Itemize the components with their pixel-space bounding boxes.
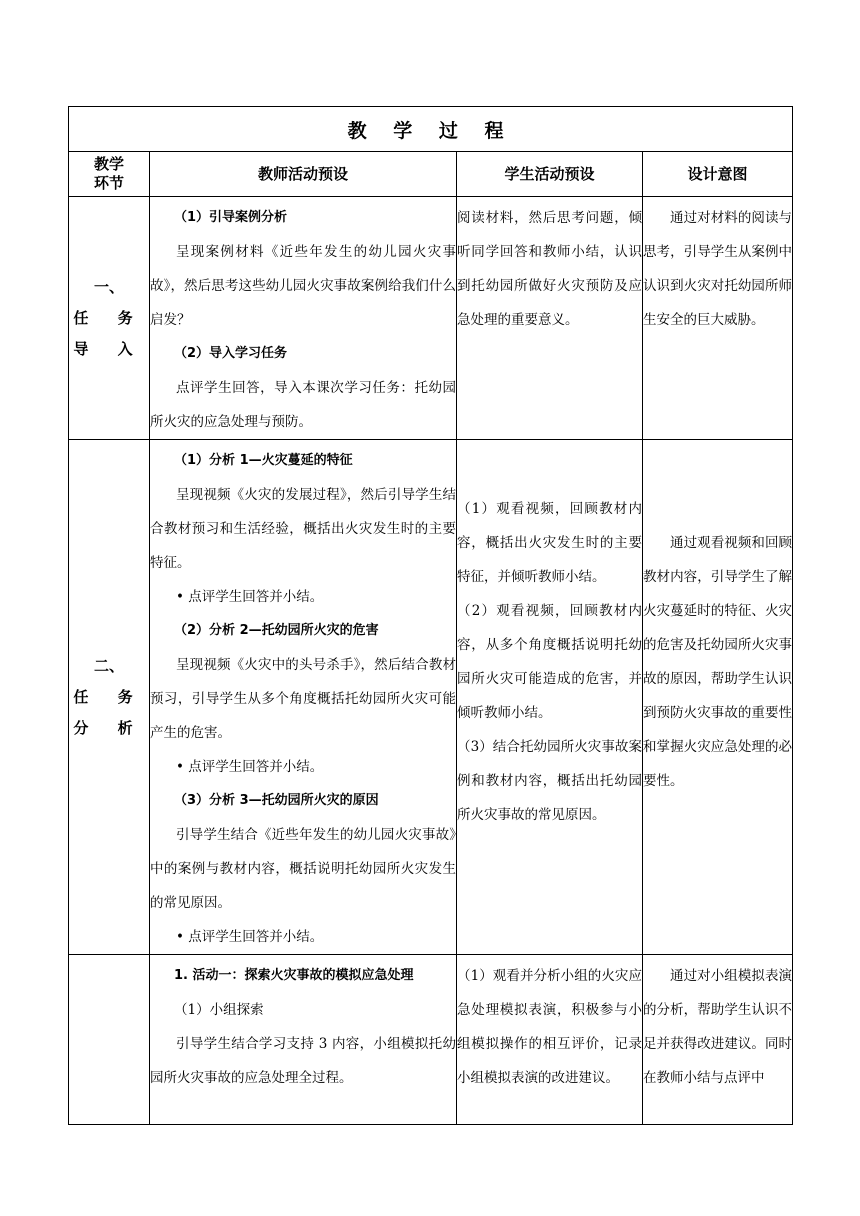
- header-design: 设计意图: [643, 152, 793, 197]
- stage-cell: [69, 440, 150, 955]
- teacher-paragraph: 引导学生结合《近些年发生的幼儿园火灾事故》中的案例与教材内容，概括说明托幼园所火灾发生的常见原因。: [150, 827, 456, 911]
- teacher-subheading-plain: （1）小组探索: [174, 1002, 264, 1018]
- stage-name-line1: 任 务: [73, 687, 145, 706]
- design-paragraph: 通过对材料的阅读与思考，引导学生从案例中认识到火灾对托幼园所师生安全的巨大威胁。: [643, 210, 793, 328]
- student-activity-cell: [457, 197, 643, 440]
- teacher-paragraph: 呈现视频《火灾中的头号杀手》，然后结合教材预习，引导学生从多个角度概括托幼园所火灾可能产生的危害。: [150, 657, 456, 741]
- header-teacher: 教师活动预设: [150, 152, 457, 197]
- stage-number: 一、: [93, 277, 124, 296]
- teacher-paragraph: 呈现视频《火灾的发展过程》，然后引导学生结合教材预习和生活经验，概括出火灾发生时的主要特征。: [150, 487, 456, 571]
- stage-name-line1: 任 务: [73, 308, 145, 327]
- stage-name-line2: 导 入: [73, 339, 145, 358]
- teacher-subheading: （1）引导案例分析: [174, 210, 288, 225]
- student-paragraph: （1）观看视频，回顾教材内容，概括出火灾发生时的主要特征，并倾听教师小结。: [457, 501, 642, 585]
- design-paragraph: 通过观看视频和回顾教材内容，引导学生了解火灾蔓延时的特征、火灾的危害及托幼园所火灾事故的原因，帮助学生认识到预防火灾事故的重要性和掌握火灾应急处理的必要性。: [643, 535, 793, 789]
- student-activity-cell: [457, 955, 643, 1125]
- student-paragraph: 阅读材料，然后思考问题，倾听同学回答和教师小结，认识到托幼园所做好火灾预防及应急处理的重要意义。: [457, 210, 642, 328]
- header-stage-text: 教学 环节: [93, 155, 124, 192]
- table-header-row: [69, 152, 793, 197]
- stage-cell: [69, 955, 150, 1125]
- teacher-subheading: （3）分析 3—托幼园所火灾的原因: [174, 793, 379, 808]
- teacher-bullet: • 点评学生回答并小结。: [176, 759, 324, 775]
- teaching-process-table: [68, 106, 793, 1125]
- stage-cell: [69, 197, 150, 440]
- stage-number: 二、: [93, 656, 124, 675]
- teacher-bullet: • 点评学生回答并小结。: [176, 929, 324, 945]
- design-paragraph: 通过对小组模拟表演的分析，帮助学生认识不足并获得改进建议。同时在教师小结与点评中: [643, 968, 793, 1086]
- teacher-subheading: （2）导入学习任务: [174, 346, 288, 361]
- student-activity-cell: [457, 440, 643, 955]
- teacher-subheading: （1）分析 1—火灾蔓延的特征: [174, 453, 353, 468]
- student-paragraph: （3）结合托幼园所火灾事故案例和教材内容，概括出托幼园所火灾事故的常见原因。: [457, 739, 642, 823]
- teacher-paragraph: 点评学生回答，导入本课次学习任务：托幼园所火灾的应急处理与预防。: [150, 380, 456, 430]
- teacher-activity-cell: [150, 440, 457, 955]
- design-intent-cell: [643, 197, 793, 440]
- student-paragraph: （2）观看视频，回顾教材内容，从多个角度概括说明托幼园所火灾可能造成的危害，并倾听教师小结。: [457, 603, 642, 721]
- table-title-row: [69, 107, 793, 152]
- teacher-activity-cell: [150, 197, 457, 440]
- design-intent-cell: [643, 955, 793, 1125]
- design-intent-cell: [643, 440, 793, 955]
- teacher-subheading: 1. 活动一：探索火灾事故的模拟应急处理: [174, 968, 414, 983]
- teacher-paragraph: 引导学生结合学习支持 3 内容，小组模拟托幼园所火灾事故的应急处理全过程。: [150, 1036, 456, 1086]
- header-stage: [69, 152, 150, 197]
- teacher-paragraph: 呈现案例材料《近些年发生的幼儿园火灾事故》，然后思考这些幼儿园火灾事故案例给我们什么启发？: [150, 244, 456, 328]
- student-paragraph: （1）观看并分析小组的火灾应急处理模拟表演，积极参与小组模拟操作的相互评价，记录小组模拟表演的改进建议。: [457, 968, 642, 1086]
- table-row: [69, 197, 793, 440]
- table-row: [69, 955, 793, 1125]
- header-student: 学生活动预设: [457, 152, 643, 197]
- table-row: [69, 440, 793, 955]
- table-title: 教 学 过 程: [69, 107, 793, 152]
- stage-name-line2: 分 析: [73, 718, 145, 737]
- teacher-activity-cell: [150, 955, 457, 1125]
- teacher-subheading: （2）分析 2—托幼园所火灾的危害: [174, 623, 379, 638]
- teacher-bullet: • 点评学生回答并小结。: [176, 589, 324, 605]
